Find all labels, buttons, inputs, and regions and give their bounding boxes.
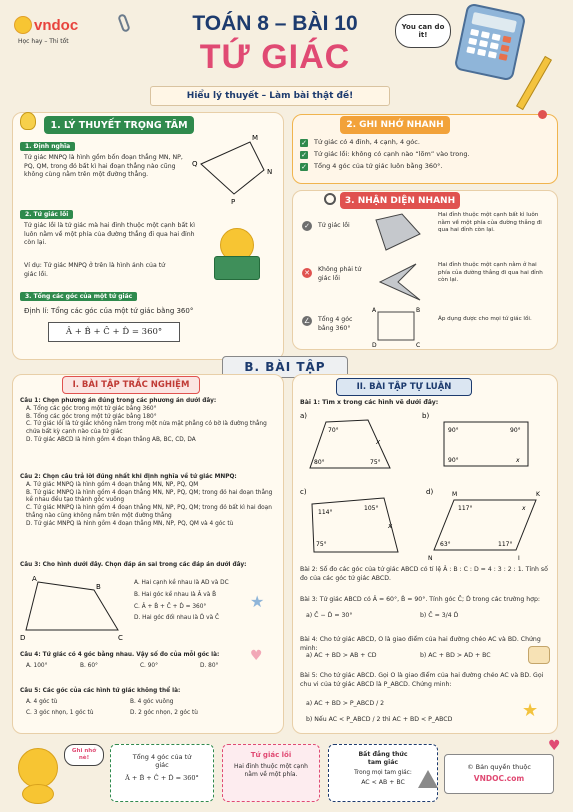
svg-text:117°: 117° (458, 505, 473, 512)
svg-text:B: B (416, 307, 421, 314)
svg-text:D: D (372, 342, 377, 348)
essay-b5b: b) Nếu AC < P_ABCD / 2 thì AC + BD < P_ABCD (306, 716, 453, 723)
remember-item: ✓ Tứ giác có 4 đỉnh, 4 cạnh, 4 góc. (301, 138, 420, 147)
label-q: Q (192, 160, 198, 168)
svg-text:c): c) (300, 488, 307, 496)
note-bubble (64, 744, 104, 766)
svg-text:x: x (516, 457, 520, 464)
convex-head: 2. Tứ giác lồi (20, 210, 73, 219)
svg-text:75°: 75° (370, 459, 381, 466)
svg-text:90°: 90° (448, 427, 459, 434)
footer-box-triangle-title: Bất đẳng thức tam giác (358, 751, 408, 767)
fig-b (420, 408, 550, 480)
svg-text:B: B (96, 583, 101, 591)
mc-question: Câu 4: Tứ giác có 4 góc bằng nhau. Vậy số đo của mỗi góc là: (20, 652, 220, 658)
mc-q3 (20, 562, 278, 570)
svg-text:x: x (388, 522, 393, 530)
footer-box-sum-title: Tổng 4 góc của tứ giác (132, 753, 192, 770)
bubble-text: You can do it! (401, 22, 445, 39)
mc-q1 (20, 398, 278, 445)
mc-option[interactable]: C. 90° (140, 662, 159, 669)
svg-text:M: M (452, 491, 458, 498)
svg-text:N: N (428, 555, 433, 562)
essay-b5a: a) AC + BD > P_ABCD / 2 (306, 700, 385, 707)
nonconvex-shape (376, 260, 424, 304)
mc-option[interactable]: B. 4 góc vuông (130, 698, 174, 705)
label-n: N (267, 168, 273, 176)
mc-heading-text: I. BÀI TẬP TRẮC NGHIỆM (72, 380, 190, 390)
identify-label-convex: Tứ giác lồi (318, 222, 350, 229)
chick-mascot-icon (14, 744, 62, 804)
star-yellow-icon: ★ (522, 700, 539, 721)
remember-item: ✓ Tổng 4 góc của tứ giác luôn bằng 360°. (301, 162, 443, 171)
footer-box-sum (110, 744, 214, 802)
formula-text: Â + B̂ + Ĉ + D̂ = 360° (65, 327, 163, 337)
svg-text:90°: 90° (510, 427, 521, 434)
svg-text:b): b) (422, 412, 430, 420)
mc-option[interactable]: B. Hai góc kề nhau là Â và B̂ (134, 591, 217, 598)
speech-bubble (395, 14, 451, 48)
heart-icon: ♥ (250, 648, 263, 664)
svg-text:D: D (20, 634, 26, 642)
mc-option[interactable]: C. Tứ giác MNPQ là hình gồm 4 đoạn thẳng MN, NP, PQ, QM; trong đó bất kì hai đoạn thẳng nào cũng không nằm trên một đường thẳng (26, 505, 272, 520)
identify-desc-sum: Áp dụng được cho mọi tứ giác lồi. (438, 316, 532, 322)
mc-q4 (20, 652, 278, 671)
svg-text:d): d) (426, 488, 434, 496)
brand-tagline: Học hay – Thi tốt (18, 38, 69, 45)
identify-label-nonconvex: Không phải tứ giác lồi (318, 266, 362, 282)
essay-b4a: a) AC + BD > AB + CD (306, 652, 377, 659)
essay-b3: Bài 3: Tứ giác ABCD có Â = 60°, B̂ = 90°. Tính góc Ĉ; D̂ trong các trường hợp: (300, 596, 540, 603)
svg-text:a): a) (300, 412, 308, 420)
mc-q5 (20, 688, 278, 717)
remember-heading (340, 116, 450, 134)
mc-option[interactable]: A. Hai cạnh kề nhau là AD và DC (134, 580, 229, 586)
definition-head: 1. Định nghĩa (20, 142, 75, 151)
convex-shape (372, 212, 424, 254)
footer-box-triangle-text: Trong mọi tam giác: (354, 770, 412, 777)
checkbox-icon: ✓ (301, 138, 307, 147)
theory-heading (44, 116, 194, 134)
svg-text:105°: 105° (364, 505, 379, 512)
essay-b3a: a) Ĉ − D̂ = 30° (306, 612, 353, 619)
mc-option[interactable]: A. 100° (26, 662, 48, 669)
star-icon: ★ (250, 592, 265, 611)
mc-option[interactable]: A. Tứ giác MNPQ là hình gồm 4 đoạn thẳng MN, NP, PQ, QM (26, 481, 199, 488)
mc-question: Câu 5: Các góc của các hình tứ giác không thể là: (20, 688, 181, 694)
magnifier-icon (324, 193, 336, 205)
essay-heading-text: II. BÀI TẬP TỰ LUẬN (356, 382, 452, 392)
identify-heading-text: 3. NHẬN DIỆN NHANH (344, 195, 456, 206)
mc-q2 (20, 474, 278, 529)
pin-icon (538, 110, 547, 119)
mc-question: Câu 2: Chọn câu trả lời đúng nhất khi định nghĩa về tứ giác MNPQ: (20, 474, 237, 480)
label-m: M (252, 134, 259, 142)
calculator-icon (454, 3, 527, 82)
essay-b3b: b) Ĉ = 3/4 D̂ (420, 612, 459, 619)
checkbox-icon: ✓ (301, 150, 307, 159)
essay-b2: Bài 2: Số đo các góc của tứ giác ABCD có tỉ lệ Â : B : C : D = 4 : 3 : 2 : 1. Tính số đo của các góc tứ giác ABCD. (300, 566, 548, 582)
page-title-main: TỨ GIÁC (199, 38, 351, 76)
triangle-ruler-icon (418, 770, 438, 788)
theorem-text: Định lí: Tổng các góc của một tứ giác bằng 360° (24, 307, 194, 315)
pencil-icon (516, 56, 552, 110)
svg-text:x: x (522, 505, 526, 512)
footer-box-convex-title: Tứ giác lồi (250, 751, 292, 759)
sum-head: 3. Tổng các góc của một tứ giác (20, 292, 137, 301)
mc-option[interactable]: A. Tổng các góc trong một tứ giác bằng 360° (26, 405, 157, 412)
svg-text:90°: 90° (448, 457, 459, 464)
svg-text:80°: 80° (314, 459, 325, 466)
svg-text:I: I (518, 555, 520, 562)
definition-text: Tứ giác MNPQ là hình gồm bốn đoạn thẳng MN, NP, PQ, QM, trong đó bất kì hai đoạn thẳng nào cũng không cùng nằm trên một đường thẳng. (24, 154, 183, 179)
note-text: Ghi nhớ nè! (71, 748, 97, 761)
mc-option[interactable]: D. Hai góc đối nhau là D̂ và Ĉ (134, 615, 220, 622)
footer-box-sum-formula: Â + B̂ + Ĉ + D̂ = 360° (125, 773, 199, 782)
svg-text:117°: 117° (498, 541, 513, 548)
svg-text:A: A (372, 307, 377, 314)
mc-option[interactable]: A. 4 góc tù (26, 698, 58, 705)
quadrilateral-mnpq (186, 130, 280, 206)
example-text: Ví dụ: Tứ giác MNPQ ở trên là hình ảnh của tứ giác lồi. (24, 262, 166, 278)
svg-text:A: A (32, 575, 37, 583)
convex-text: Tứ giác lồi là tứ giác mà hai đỉnh thuộc một cạnh bất kì luôn nằm về một phía của đường thẳng đi qua hai đỉnh còn lại. (24, 222, 195, 247)
essay-b4: Bài 4: Cho tứ giác ABCD, O là giao điểm của hai đường chéo AC và BD. Chứng minh: (300, 636, 541, 652)
fig-a (298, 408, 418, 480)
rect-abcd (370, 304, 422, 348)
svg-text:63°: 63° (440, 541, 451, 548)
checkbox-icon: ✓ (301, 162, 307, 171)
mc-option[interactable]: D. 2 góc nhọn, 2 góc tù (130, 709, 198, 716)
mc-option[interactable]: D. Tứ giác MNPQ là hình gồm 4 đoạn thẳng MN, NP, PQ, QM và 4 góc tù (26, 520, 234, 527)
svg-text:K: K (536, 491, 540, 498)
mc-option[interactable]: B. 60° (80, 662, 98, 669)
section-b-heading: B. BÀI TẬP (244, 360, 326, 374)
theory-heading-text: 1. LÝ THUYẾT TRỌNG TÂM (50, 119, 188, 131)
svg-text:75°: 75° (316, 541, 327, 548)
mc-option[interactable]: D. 80° (200, 662, 219, 669)
fig-q3 (18, 572, 128, 642)
mc-question: Câu 3: Cho hình dưới đây. Chọn đáp án sai trong các đáp án dưới đây: (20, 562, 247, 568)
essay-b5: Bài 5: Cho tứ giác ABCD. Gọi O là giao điểm của hai đường chéo AC và BD. Gọi chu vi của tứ giác ABCD là P_ABCD. Chứng minh: (300, 672, 544, 688)
footer-box-triangle-formula: AC < AB + BC (361, 779, 405, 787)
svg-text:C: C (118, 634, 123, 642)
mc-option[interactable]: D. Tứ giác ABCD là hình gồm 4 đoạn thẳng AB, BC, CD, DA (26, 437, 196, 444)
svg-text:C: C (416, 342, 421, 348)
brand-name: vndoc (34, 17, 79, 34)
page-title: TOÁN 8 – BÀI 10 (192, 12, 358, 35)
cross-icon: ✕ (302, 268, 312, 278)
remember-list (300, 138, 550, 171)
site-link[interactable]: VNDOC.com (473, 774, 525, 783)
lightbulb-icon (20, 112, 36, 130)
mc-option[interactable]: C. Tứ giác lồi là tứ giác không nằm trong một nửa mặt phẳng có bờ là đường thẳng chứa bất kỳ cạnh nào của tứ giác (26, 421, 267, 436)
cat-sticker-icon (528, 646, 550, 664)
mc-option[interactable]: B. Tứ giác MNPQ là hình gồm 4 đoạn thẳng MN, NP, PQ, QM; trong đó hai đoạn thẳng kề nhau đều tạo thành góc vuông (26, 489, 273, 504)
chick-logo-icon (14, 16, 32, 34)
subtitle-ribbon (150, 86, 390, 106)
mc-option[interactable]: B. Tổng các góc trong một tứ giác bằng 180° (26, 413, 157, 420)
identify-desc-nonconvex: Hai đỉnh thuộc một cạnh nằm ở hai phía của đường thẳng đi qua hai đỉnh còn lại. (438, 262, 543, 284)
mc-heading (62, 376, 200, 394)
check-icon: ✓ (302, 221, 312, 231)
paperclip-icon (117, 13, 131, 33)
subtitle: Hiểu lý thuyết – Làm bài thật đề! (186, 91, 354, 101)
svg-text:114°: 114° (318, 509, 333, 516)
angle-icon: ∠ (303, 317, 311, 325)
copyright-text: © Bản quyền thuộc (467, 763, 531, 771)
identify-desc-convex: Hai đỉnh thuộc một cạnh bất kì luôn nằm về một phía của đường thẳng đi qua hai đỉnh còn lại. (438, 212, 542, 234)
footer-box-convex (222, 744, 320, 802)
mc-option[interactable]: C. 3 góc nhọn, 1 góc tù (26, 709, 94, 716)
essay-b4b: b) AC + BD > AD + BC (420, 652, 491, 659)
fig-c (298, 484, 422, 564)
svg-text:x: x (376, 438, 381, 446)
remember-heading-text: 2. GHI NHỚ NHANH (346, 120, 444, 130)
formula-box (48, 322, 180, 342)
fig-d (424, 484, 552, 564)
copyright-box[interactable] (444, 754, 554, 794)
label-p: P (231, 198, 236, 206)
svg-text:70°: 70° (328, 427, 339, 434)
identify-label-sum: Tổng 4 góc bằng 360° (318, 316, 353, 332)
heart-footer-icon: ♥ (548, 738, 561, 754)
remember-item: ✓ Tứ giác lồi: không có cạnh nào “lõm” vào trong. (301, 150, 470, 159)
mc-option[interactable]: C. Â + B̂ + Ĉ + D̂ = 360° (134, 603, 207, 610)
identify-heading (340, 192, 460, 209)
essay-b1: Bài 1: Tìm x trong các hình vẽ dưới đây: (300, 399, 439, 406)
essay-heading (336, 378, 472, 396)
mc-question: Câu 1: Chọn phương án đúng trong các phương án dưới đây: (20, 398, 217, 404)
chick-reading-icon (212, 226, 262, 282)
footer-box-convex-text: Hai đỉnh thuộc một cạnh nằm về một phía. (234, 763, 308, 779)
